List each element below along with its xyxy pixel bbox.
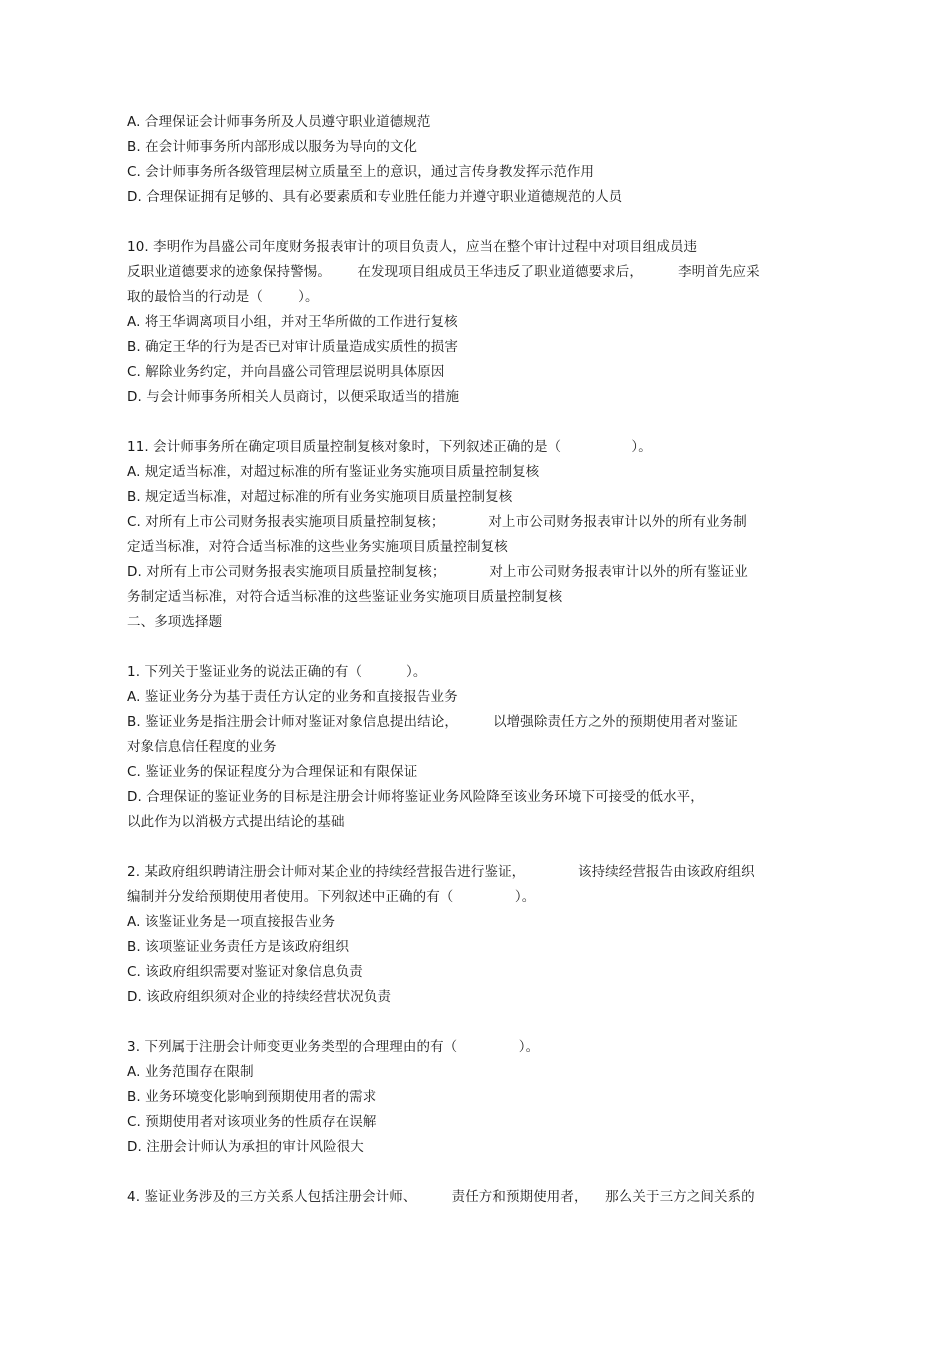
text-line: 3. 下列属于注册会计师变更业务类型的合理理由的有（ ）。 [127,1039,540,1055]
text-line: 二、多项选择题 [127,614,223,630]
text-line: D. 该政府组织须对企业的持续经营状况负责 [127,989,392,1005]
text-line: C. 解除业务约定，并向昌盛公司管理层说明具体原因 [127,364,445,380]
text-line: C. 对所有上市公司财务报表实施项目质量控制复核； 对上市公司财务报表审计以外的所有业务制 [127,514,747,530]
paragraph-gap [127,410,827,435]
text-line: C. 预期使用者对该项业务的性质存在误解 [127,1114,377,1130]
text-line: A. 合理保证会计师事务所及人员遵守职业道德规范 [127,114,431,130]
question-block [127,1035,827,1160]
paragraph-gap [127,1010,827,1035]
document-page [127,110,827,1210]
option-list [127,110,827,210]
text-line: 1. 下列关于鉴证业务的说法正确的有（ ）。 [127,664,427,680]
text-line: B. 该项鉴证业务责任方是该政府组织 [127,939,350,955]
question-block [127,1185,827,1210]
text-line: 11. 会计师事务所在确定项目质量控制复核对象时，下列叙述正确的是（ ）。 [127,439,652,455]
text-line: B. 规定适当标准，对超过标准的所有业务实施项目质量控制复核 [127,489,513,505]
text-line: D. 对所有上市公司财务报表实施项目质量控制复核； 对上市公司财务报表审计以外的所有鉴证业 [127,564,748,580]
paragraph-gap [127,210,827,235]
text-line: A. 鉴证业务分为基于责任方认定的业务和直接报告业务 [127,689,458,705]
text-line: D. 注册会计师认为承担的审计风险很大 [127,1139,364,1155]
text-line: C. 鉴证业务的保证程度分为合理保证和有限保证 [127,764,418,780]
text-line: D. 合理保证的鉴证业务的目标是注册会计师将鉴证业务风险降至该业务环境下可接受的低水平， [127,789,704,805]
text-line: A. 规定适当标准，对超过标准的所有鉴证业务实施项目质量控制复核 [127,464,540,480]
text-line: A. 该鉴证业务是一项直接报告业务 [127,914,336,930]
text-line: 取的最恰当的行动是（ ）。 [127,289,319,305]
text-line: 4. 鉴证业务涉及的三方关系人包括注册会计师、 责任方和预期使用者， 那么关于三方之间关系的 [127,1189,755,1205]
text-line: 对象信息信任程度的业务 [127,739,277,755]
text-line: B. 在会计师事务所内部形成以服务为导向的文化 [127,139,418,155]
paragraph-gap [127,1160,827,1185]
text-line: B. 鉴证业务是指注册会计师对鉴证对象信息提出结论， 以增强除责任方之外的预期使用者对鉴证 [127,714,738,730]
question-block [127,235,827,410]
question-block [127,660,827,835]
text-line: C. 会计师事务所各级管理层树立质量至上的意识，通过言传身教发挥示范作用 [127,164,595,180]
text-line: 编制并分发给预期使用者使用。下列叙述中正确的有（ ）。 [127,889,536,905]
text-line: B. 确定王华的行为是否已对审计质量造成实质性的损害 [127,339,458,355]
question-block [127,435,827,635]
text-line: A. 将王华调离项目小组，并对王华所做的工作进行复核 [127,314,458,330]
text-line: 反职业道德要求的迹象保持警惕。 在发现项目组成员王华违反了职业道德要求后， 李明首先应采 [127,264,760,280]
text-line: D. 与会计师事务所相关人员商讨，以便采取适当的措施 [127,389,460,405]
text-line: 务制定适当标准，对符合适当标准的这些鉴证业务实施项目质量控制复核 [127,589,563,605]
text-line: 定适当标准，对符合适当标准的这些业务实施项目质量控制复核 [127,539,508,555]
question-block [127,860,827,1010]
text-line: C. 该政府组织需要对鉴证对象信息负责 [127,964,363,980]
text-line: A. 业务范围存在限制 [127,1064,254,1080]
text-line: 10. 李明作为昌盛公司年度财务报表审计的项目负责人，应当在整个审计过程中对项目组成员违 [127,239,698,255]
text-line: D. 合理保证拥有足够的、具有必要素质和专业胜任能力并遵守职业道德规范的人员 [127,189,623,205]
text-line: 以此作为以消极方式提出结论的基础 [127,814,345,830]
text-line: B. 业务环境变化影响到预期使用者的需求 [127,1089,377,1105]
paragraph-gap [127,635,827,660]
text-line: 2. 某政府组织聘请注册会计师对某企业的持续经营报告进行鉴证， 该持续经营报告由该政府组织 [127,864,755,880]
paragraph-gap [127,835,827,860]
